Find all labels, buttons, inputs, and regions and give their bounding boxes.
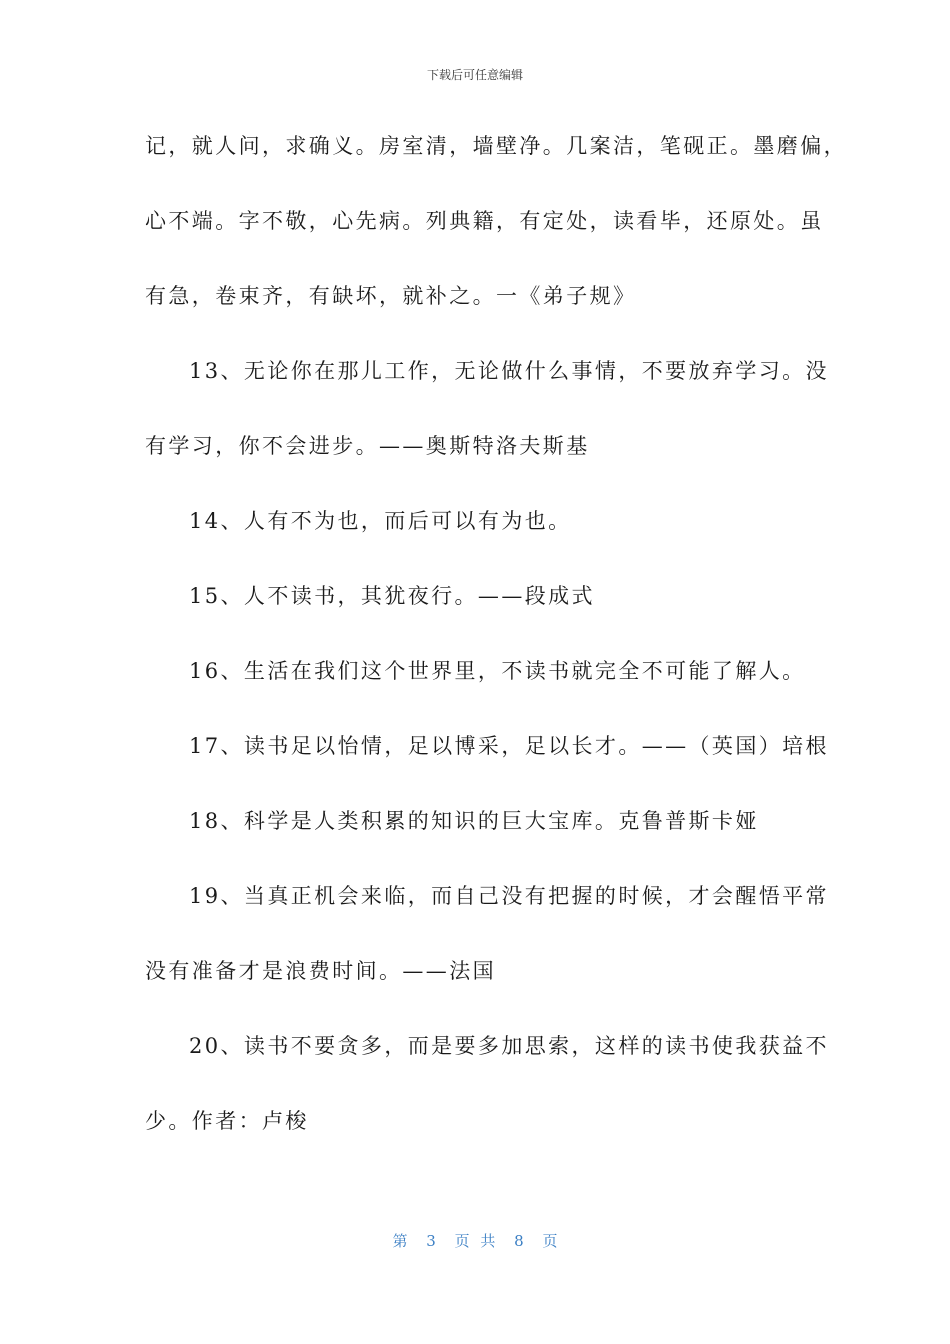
quote-20: 20、读书不要贪多，而是要多加思索，这样的读书使我获益不: [189, 1034, 829, 1058]
text-line: 心不端。字不敬，心先病。列典籍，有定处，读看毕，还原处。虽: [145, 209, 824, 233]
footer-middle: 页 共: [454, 1232, 496, 1250]
quote-13: 13、无论你在那儿工作，无论做什么事情，不要放弃学习。没: [189, 359, 829, 383]
text-line: 有急，卷束齐，有缺坏，就补之。一《弟子规》: [145, 284, 637, 308]
quote-18: 18、科学是人类积累的知识的巨大宝库。克鲁普斯卡娅: [189, 809, 759, 833]
page-header: 下载后可任意编辑: [426, 68, 523, 82]
page-footer: [0, 1230, 950, 1251]
quote-17: 17、读书足以怡情，足以博采，足以长才。——（英国）培根: [189, 734, 829, 758]
footer-suffix: 页: [542, 1232, 558, 1250]
text-line: 没有准备才是浪费时间。——法国: [145, 959, 496, 983]
quote-16: 16、生活在我们这个世界里，不读书就完全不可能了解人。: [189, 659, 806, 683]
total-page-count: 8: [514, 1232, 524, 1250]
footer-prefix: 第: [392, 1232, 408, 1250]
quote-19: 19、当真正机会来临，而自己没有把握的时候，才会醒悟平常: [189, 884, 829, 908]
text-line: 少。作者：卢梭: [145, 1109, 309, 1133]
document-body: [145, 128, 847, 1178]
text-line: 有学习，你不会进步。——奥斯特洛夫斯基: [145, 434, 590, 458]
quote-15: 15、人不读书，其犹夜行。——段成式: [189, 584, 595, 608]
current-page-number: 3: [426, 1232, 436, 1250]
quote-14: 14、人有不为也，而后可以有为也。: [189, 509, 572, 533]
text-line: 记，就人问，求确义。房室清，墙壁净。几案洁，笔砚正。墨磨偏，: [145, 134, 847, 158]
